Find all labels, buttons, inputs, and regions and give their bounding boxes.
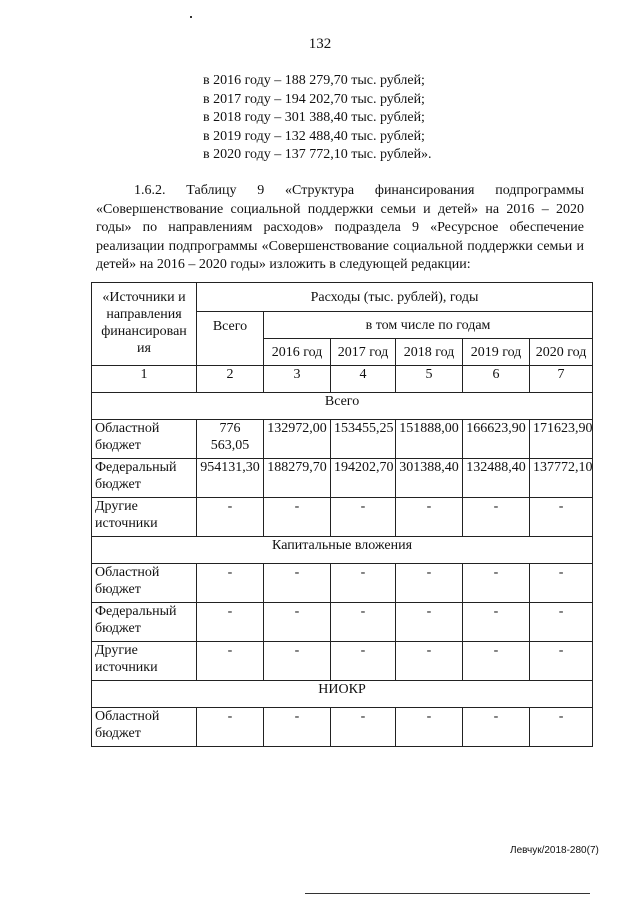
year-amounts-list (203, 72, 432, 165)
value-cell: - (463, 498, 530, 537)
scan-mark (190, 16, 192, 18)
amendment-paragraph: 1.6.2. Таблицу 9 «Структура финансирования подпрограммы «Совершенствование социальной поддержки семьи и детей» на 2016 – 2020 годы» по направлениям расходов» подраздела 9 «Ресурсное обеспечение реализации подпрограммы «Совершенствование социальной поддержки семьи и детей» на 2016 – 2020 годы» изложить в следующей редакции: (96, 183, 584, 272)
value-cell: - (463, 642, 530, 681)
value-cell: - (197, 564, 264, 603)
page-number: 132 (308, 36, 332, 52)
value-cell: 166623,90 (463, 420, 530, 459)
year-amount-line: в 2019 году – 132 488,40 тыс. рублей; (203, 128, 425, 144)
section-title: НИОКР (92, 681, 593, 708)
value-cell: 188279,70 (264, 459, 331, 498)
year-header: 2018 год (396, 339, 463, 366)
document-code: Левчук/2018-280(7) (510, 845, 599, 856)
value-cell: - (264, 498, 331, 537)
value-cell: - (463, 603, 530, 642)
value-cell: - (530, 708, 593, 747)
value-cell: - (530, 498, 593, 537)
year-amount-line: в 2020 году – 137 772,10 тыс. рублей». (203, 147, 432, 162)
column-number: 7 (530, 366, 593, 393)
column-number: 4 (331, 366, 396, 393)
year-header: 2020 год (530, 339, 593, 366)
source-cell: Федеральный бюджет (92, 603, 197, 642)
value-cell: - (396, 642, 463, 681)
value-cell: 301388,40 (396, 459, 463, 498)
value-cell: - (197, 603, 264, 642)
value-cell: 137772,10 (530, 459, 593, 498)
year-header: 2017 год (331, 339, 396, 366)
year-header: 2019 год (463, 339, 530, 366)
value-cell: 171623,90 (530, 420, 593, 459)
expenses-header: Расходы (тыс. рублей), годы (197, 283, 593, 312)
column-number: 2 (197, 366, 264, 393)
year-amount-line: в 2017 году – 194 202,70 тыс. рублей; (203, 91, 425, 107)
section-title: Всего (92, 393, 593, 420)
value-cell: - (530, 564, 593, 603)
value-cell: - (331, 603, 396, 642)
section-title: Капитальные вложения (92, 537, 593, 564)
value-cell: - (396, 564, 463, 603)
value-cell: - (396, 603, 463, 642)
source-cell: Другие источники (92, 498, 197, 537)
year-header: 2016 год (264, 339, 331, 366)
source-cell: Другие источники (92, 642, 197, 681)
source-cell: Федеральный бюджет (92, 459, 197, 498)
column-number: 3 (264, 366, 331, 393)
source-cell: Областной бюджет (92, 564, 197, 603)
value-cell: - (264, 642, 331, 681)
year-amount-line: в 2016 году – 188 279,70 тыс. рублей; (203, 73, 425, 88)
source-cell: Областной бюджет (92, 420, 197, 459)
total-header: Всего (197, 312, 264, 366)
value-cell: - (530, 642, 593, 681)
sources-header: «Источники и направления финансирован ия (92, 283, 197, 366)
value-cell: - (197, 708, 264, 747)
source-cell: Областной бюджет (92, 708, 197, 747)
value-cell: 194202,70 (331, 459, 396, 498)
value-cell: - (331, 498, 396, 537)
column-number: 1 (92, 366, 197, 393)
value-cell: 954131,30 (197, 459, 264, 498)
value-cell: 153455,25 (331, 420, 396, 459)
value-cell: - (264, 708, 331, 747)
value-cell: - (197, 498, 264, 537)
value-cell: - (331, 642, 396, 681)
value-cell: 132972,00 (264, 420, 331, 459)
by-year-header: в том числе по годам (264, 312, 593, 339)
value-cell: 132488,40 (463, 459, 530, 498)
value-cell: 776 563,05 (197, 420, 264, 459)
value-cell: 151888,00 (396, 420, 463, 459)
value-cell: - (396, 708, 463, 747)
financing-table (91, 282, 593, 747)
value-cell: - (463, 708, 530, 747)
value-cell: - (463, 564, 530, 603)
value-cell: - (530, 603, 593, 642)
year-amount-line: в 2018 году – 301 388,40 тыс. рублей; (203, 110, 425, 125)
value-cell: - (264, 564, 331, 603)
value-cell: - (331, 708, 396, 747)
column-number: 6 (463, 366, 530, 393)
value-cell: - (396, 498, 463, 537)
value-cell: - (264, 603, 331, 642)
column-number: 5 (396, 366, 463, 393)
value-cell: - (331, 564, 396, 603)
footer-divider (305, 893, 590, 894)
value-cell: - (197, 642, 264, 681)
